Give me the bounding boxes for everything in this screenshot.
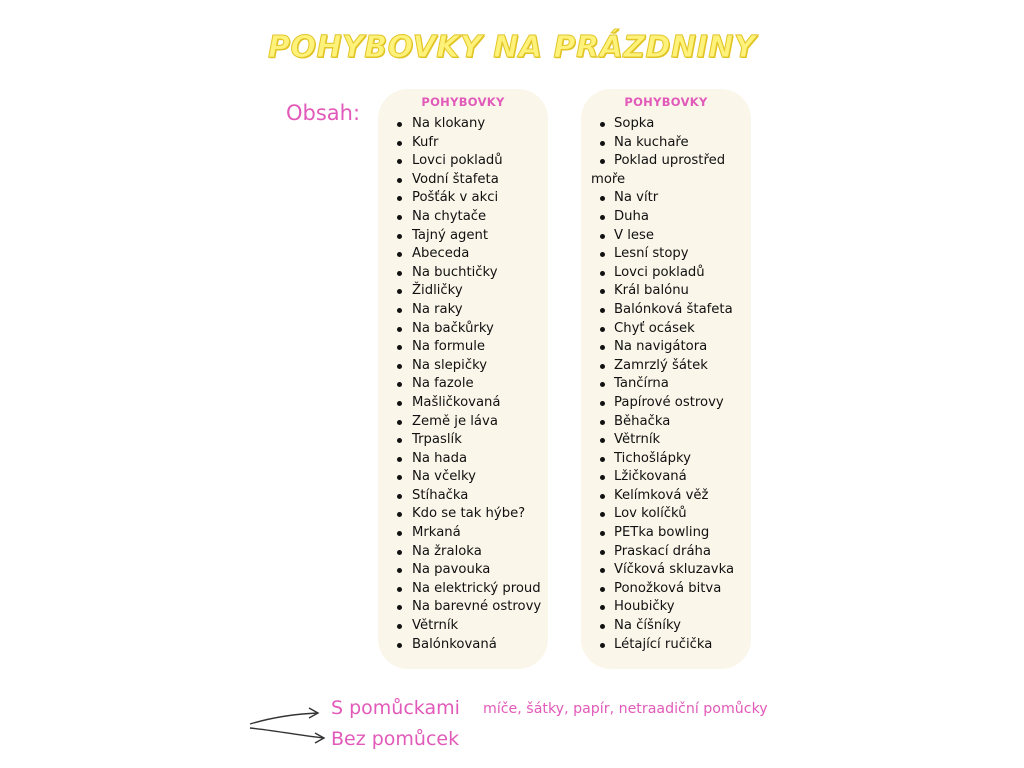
- list-item: Na slepičky: [378, 357, 541, 376]
- list-item-continuation: moře: [591, 171, 626, 187]
- list-item: Na buchtičky: [378, 264, 541, 283]
- list-item: Na žraloka: [378, 543, 541, 562]
- list-item: Na vítr: [581, 189, 734, 208]
- list-item: Papírové ostrovy: [581, 394, 734, 413]
- list-item: Balónková štafeta: [581, 301, 734, 320]
- activities-column-left: [378, 89, 548, 669]
- list-item: Zamrzlý šátek: [581, 357, 734, 376]
- list-item: Na fazole: [378, 375, 541, 394]
- column-heading: POHYBOVKY: [624, 95, 708, 109]
- list-item: Na chytače: [378, 208, 541, 227]
- list-item: Země je láva: [378, 413, 541, 432]
- activity-list: [378, 115, 541, 654]
- list-item: Na formule: [378, 338, 541, 357]
- list-item: Na raky: [378, 301, 541, 320]
- list-item: PETka bowling: [581, 524, 734, 543]
- list-item: Na pavouka: [378, 561, 541, 580]
- list-item: Větrník: [378, 617, 541, 636]
- list-item: Kelímková věž: [581, 487, 734, 506]
- list-item: Abeceda: [378, 245, 541, 264]
- list-item: Ponožková bitva: [581, 580, 734, 599]
- list-item: Pošťák v akci: [378, 189, 541, 208]
- list-item: Lovci pokladů: [581, 264, 734, 283]
- list-item: Lžičkovaná: [581, 468, 734, 487]
- list-item: Běhačka: [581, 413, 734, 432]
- list-item: Na kuchaře: [581, 134, 734, 153]
- list-item: Lovci pokladů: [378, 152, 541, 171]
- list-item: Na číšníky: [581, 617, 734, 636]
- page-title: POHYBOVKY NA PRÁZDNINY: [267, 30, 757, 65]
- list-item: Létající ručička: [581, 636, 734, 655]
- activities-column-right: [581, 89, 751, 669]
- list-item: Král balónu: [581, 282, 734, 301]
- legend-with-aids: S pomůckami: [331, 697, 460, 719]
- aids-note: míče, šátky, papír, netraadiční pomůcky: [483, 701, 768, 717]
- list-item: Víčková skluzavka: [581, 561, 734, 580]
- list-item: Na včelky: [378, 468, 541, 487]
- list-item: Židličky: [378, 282, 541, 301]
- list-item: Vodní štafeta: [378, 171, 541, 190]
- list-item: Poklad uprostřed: [581, 152, 734, 171]
- list-item: Tajný agent: [378, 227, 541, 246]
- activity-list: [581, 115, 734, 654]
- list-item: Tichošlápky: [581, 450, 734, 469]
- list-item: Na hada: [378, 450, 541, 469]
- list-item: Na navigátora: [581, 338, 734, 357]
- list-item: Lov kolíčků: [581, 505, 734, 524]
- list-item: Trpaslík: [378, 431, 541, 450]
- list-item: Balónkovaná: [378, 636, 541, 655]
- list-item: Na elektrický proud: [378, 580, 541, 599]
- column-heading: POHYBOVKY: [421, 95, 505, 109]
- list-item: Mašličkovaná: [378, 394, 541, 413]
- list-item: Na klokany: [378, 115, 541, 134]
- list-item: Duha: [581, 208, 734, 227]
- list-item: Chyť ocásek: [581, 320, 734, 339]
- list-item: Stíhačka: [378, 487, 541, 506]
- list-item: Tančírna: [581, 375, 734, 394]
- list-item: Na barevné ostrovy: [378, 598, 541, 617]
- legend-without-aids: Bez pomůcek: [331, 728, 460, 750]
- list-item: Houbičky: [581, 598, 734, 617]
- list-item: V lese: [581, 227, 734, 246]
- list-item: Mrkaná: [378, 524, 541, 543]
- list-item: Praskací dráha: [581, 543, 734, 562]
- arrow-icon: [246, 704, 326, 748]
- contents-label: Obsah:: [286, 101, 361, 125]
- list-item: Sopka: [581, 115, 734, 134]
- list-item: Kdo se tak hýbe?: [378, 505, 541, 524]
- list-item: Větrník: [581, 431, 734, 450]
- list-item: Na bačkůrky: [378, 320, 541, 339]
- list-item: Lesní stopy: [581, 245, 734, 264]
- list-item: Kufr: [378, 134, 541, 153]
